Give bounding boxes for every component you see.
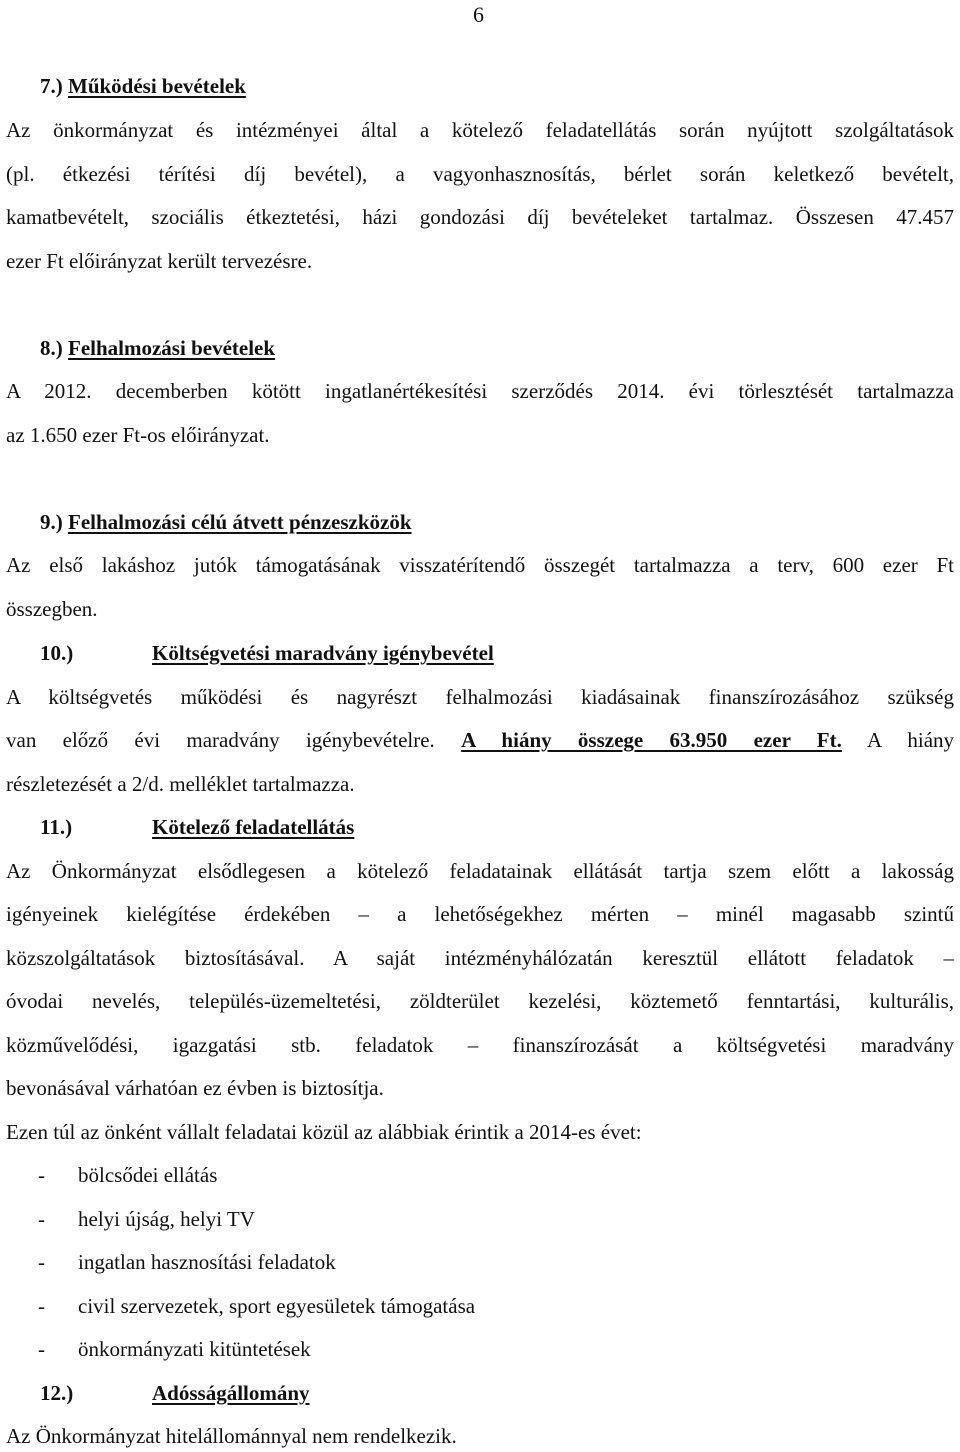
section-11-line-6: bevonásával várhatóan ez évben is biztosítja.: [6, 1076, 384, 1100]
list-dash: -: [38, 1207, 45, 1231]
section-8-number: 8.): [40, 336, 63, 360]
section-11-line-4: óvodai nevelés, település-üzemeltetési, zöldterület kezelési, köztemető fenntartási, kulturális,: [6, 989, 954, 1013]
section-12-title: Adósságállomány: [152, 1381, 310, 1405]
section-7-line-4: ezer Ft előirányzat került tervezésre.: [6, 249, 313, 273]
section-8-line-2: az 1.650 ezer Ft-os előirányzat.: [6, 423, 270, 447]
list-item-text: civil szervezetek, sport egyesületek támogatása: [78, 1294, 476, 1318]
list-item-text: bölcsődei ellátás: [78, 1163, 218, 1187]
section-7-line-2: (pl. étkezési térítési díj bevétel), a vagyonhasznosítás, bérlet során keletkező bevételt,: [6, 162, 954, 186]
section-8-heading: [40, 336, 275, 361]
section-9-number: 9.): [40, 510, 63, 534]
section-10-line-3: részletezését a 2/d. melléklet tartalmazza.: [6, 772, 355, 796]
section-10-line-1: A költségvetés működési és nagyrészt felhalmozási kiadásainak finanszírozásához szükség: [6, 685, 954, 709]
section-10-title: Költségvetési maradvány igénybevétel: [152, 641, 494, 665]
section-11-line-5: közművelődési, igazgatási stb. feladatok – finanszírozását a költségvetési maradvány: [6, 1033, 954, 1057]
page-number: 6: [473, 2, 484, 27]
section-11-line-3: közszolgáltatások biztosításával. A saját intézményhálózatán keresztül ellátott feladatok –: [6, 946, 954, 970]
deficit-amount: A hiány összege 63.950 ezer Ft.: [461, 728, 842, 752]
section-7-line-3: kamatbevételt, szociális étkeztetési, házi gondozási díj bevételeket tartalmaz. Összesen 47.457: [6, 205, 954, 229]
section-7-line-1: Az önkormányzat és intézményei által a kötelező feladatellátás során nyújtott szolgáltatások: [6, 118, 954, 142]
list-item-text: ingatlan hasznosítási feladatok: [78, 1250, 336, 1274]
list-dash: -: [38, 1163, 45, 1187]
section-10-number: 10.): [40, 641, 74, 665]
section-11-intro: Ezen túl az önként vállalt feladatai közül az alábbiak érintik a 2014-es évet:: [6, 1120, 642, 1144]
section-9-heading: [40, 510, 412, 535]
list-item-text: önkormányzati kitüntetések: [78, 1337, 311, 1361]
list-dash: -: [38, 1337, 45, 1361]
section-12-number: 12.): [40, 1381, 74, 1405]
section-8-title: Felhalmozási bevételek: [68, 336, 276, 360]
section-11-line-1: Az Önkormányzat elsődlegesen a kötelező feladatainak ellátását tartja szem előtt a lakosság: [6, 859, 954, 883]
section-10-line-2: [6, 728, 954, 753]
section-9-line-1: Az első lakáshoz jutók támogatásának visszatérítendő összegét tartalmazza a terv, 600 ezer Ft: [6, 553, 954, 577]
section-7-number: 7.): [40, 74, 63, 98]
section-9-line-2: összegben.: [6, 597, 98, 621]
list-dash: -: [38, 1294, 45, 1318]
section-7-heading: [40, 74, 246, 99]
section-12-line: Az Önkormányzat hitelállománnyal nem rendelkezik.: [6, 1424, 457, 1448]
section-11-number: 11.): [40, 815, 73, 839]
list-dash: -: [38, 1250, 45, 1274]
section-7-title: Működési bevételek: [68, 74, 246, 98]
section-11-title: Kötelező feladatellátás: [152, 815, 355, 839]
section-11-line-2: igényeinek kielégítése érdekében – a lehetőségekhez mérten – minél magasabb szintű: [6, 902, 954, 926]
section-10-line-2-end: A hiány: [867, 728, 955, 752]
list-item-text: helyi újság, helyi TV: [78, 1207, 255, 1231]
section-10-line-2-start: van előző évi maradvány igénybevételre.: [6, 728, 435, 752]
section-9-title: Felhalmozási célú átvett pénzeszközök: [68, 510, 412, 534]
section-8-line-1: A 2012. decemberben kötött ingatlanértékesítési szerződés 2014. évi törlesztését tartalmazza: [6, 379, 954, 403]
